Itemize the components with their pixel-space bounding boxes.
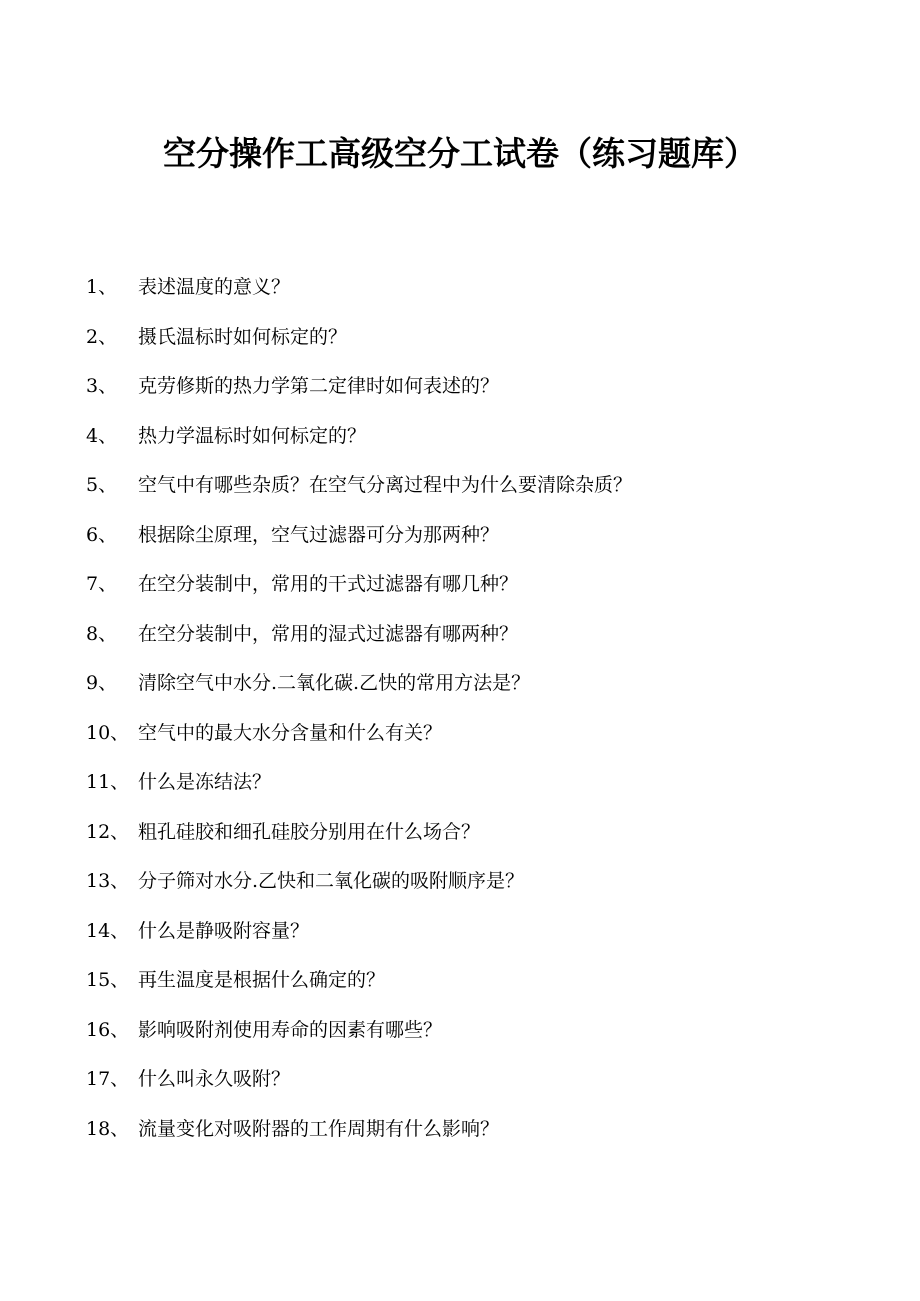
question-text: 克劳修斯的热力学第二定律时如何表述的？	[138, 375, 500, 397]
question-text: 在空分装制中，常用的干式过滤器有哪几种？	[138, 573, 519, 595]
question-item	[0, 470, 920, 520]
question-text: 影响吸附剂使用寿命的因素有哪些？	[138, 1018, 443, 1041]
question-number: 12、	[86, 820, 130, 843]
question-number: 11、	[86, 771, 130, 793]
question-text: 空气中的最大水分含量和什么有关？	[138, 721, 443, 744]
question-number: 9、	[86, 672, 118, 694]
question-item	[0, 817, 920, 867]
question-text: 流量变化对吸附器的工作周期有什么影响？	[138, 1117, 500, 1140]
question-text: 粗孔硅胶和细孔硅胶分别用在什么场合？	[138, 820, 481, 843]
question-item	[0, 916, 920, 966]
page-title: 空分操作工高级空分工试卷（练习题库）	[163, 134, 757, 173]
question-number: 16、	[86, 1018, 130, 1041]
question-text: 清除空气中水分.二氧化碳.乙快的常用方法是？	[138, 672, 531, 694]
question-text: 什么叫永久吸附？	[138, 1068, 291, 1090]
question-item	[0, 965, 920, 1015]
question-item	[0, 371, 920, 421]
question-number: 8、	[86, 622, 118, 645]
question-text: 分子筛对水分.乙快和二氧化碳的吸附顺序是？	[138, 870, 525, 892]
question-number: 13、	[86, 870, 130, 892]
question-item	[0, 1114, 920, 1164]
question-number: 6、	[86, 523, 118, 546]
question-text: 根据除尘原理，空气过滤器可分为那两种？	[138, 523, 500, 546]
question-item	[0, 866, 920, 916]
question-number: 14、	[86, 919, 130, 942]
question-number: 18、	[86, 1117, 130, 1140]
question-number: 15、	[86, 969, 130, 991]
question-item	[0, 1064, 920, 1114]
question-item	[0, 619, 920, 669]
question-text: 什么是静吸附容量？	[138, 919, 310, 942]
question-text: 在空分装制中，常用的湿式过滤器有哪两种？	[138, 622, 519, 645]
question-item	[0, 569, 920, 619]
question-number: 10、	[86, 721, 130, 744]
question-item	[0, 322, 920, 372]
question-text: 热力学温标时如何标定的？	[138, 424, 367, 447]
question-number: 1、	[86, 276, 118, 298]
question-item	[0, 668, 920, 718]
question-item	[0, 520, 920, 570]
question-number: 3、	[86, 375, 118, 397]
question-item	[0, 272, 920, 322]
question-number: 5、	[86, 474, 118, 496]
question-text: 摄氏温标时如何标定的？	[138, 325, 348, 348]
question-item	[0, 767, 920, 817]
question-list	[0, 272, 920, 1163]
question-number: 17、	[86, 1068, 130, 1090]
question-item	[0, 1015, 920, 1065]
question-item	[0, 718, 920, 768]
question-number: 2、	[86, 325, 118, 348]
question-text: 再生温度是根据什么确定的？	[138, 969, 386, 991]
question-number: 4、	[86, 424, 118, 447]
question-text: 空气中有哪些杂质？在空气分离过程中为什么要清除杂质？	[138, 474, 633, 496]
question-item	[0, 421, 920, 471]
question-number: 7、	[86, 573, 118, 595]
question-text: 什么是冻结法？	[138, 771, 272, 793]
question-text: 表述温度的意义？	[138, 276, 291, 298]
